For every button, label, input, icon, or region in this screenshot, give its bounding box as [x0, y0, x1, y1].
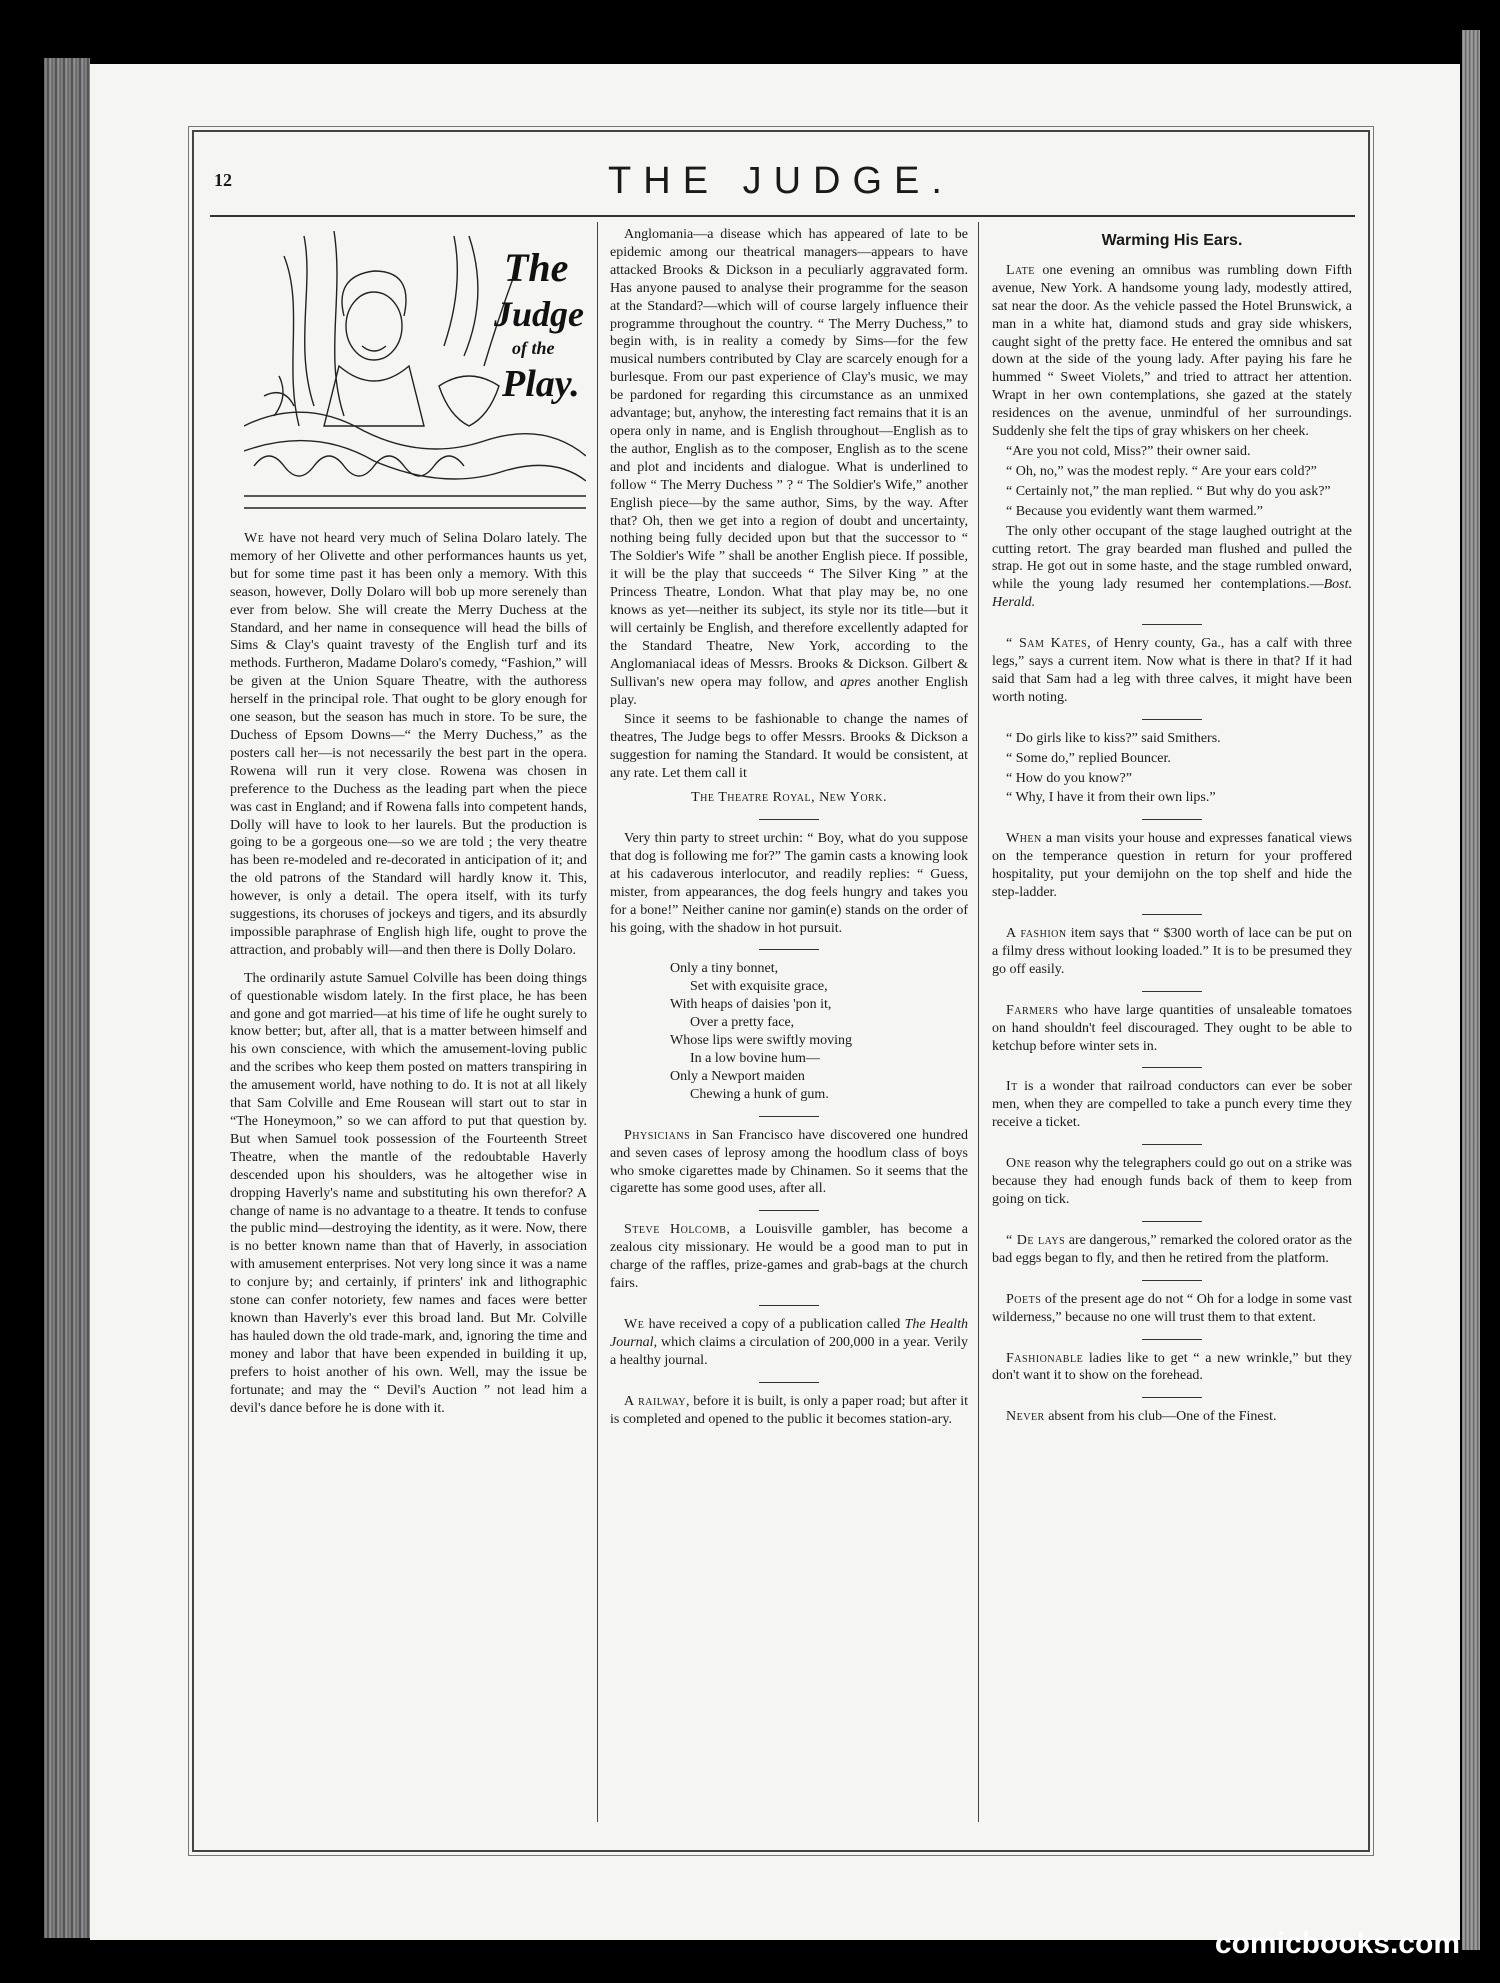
article-paragraph: “ Sam Kates, of Henry county, Ga., has a calf with three legs,” says a current item. Now what is there in that? If it had said that Sam had a leg with three calves, it might have been worth noting.	[992, 636, 1352, 705]
article-paragraph: Late one evening an omnibus was rumbling down Fifth avenue, New York. A handsome young lady, modestly attired, sat near the door. As the vehicle passed the Hotel Brunswick, a man in a white hat, diamond studs and gray side whiskers, caught sight of the pretty face. He entered the omnibus and sat down at the side of the young lady. After paying his fare he hummed “ Sweet Violets,” and tried to attract her attention. Wrapt in her own contemplations, she gazed at the stately residences on the avenue, unmindful of her surroundings. Suddenly she felt the tips of gray whiskers on her cheek.	[992, 262, 1352, 440]
separator-rule	[759, 1305, 819, 1306]
separator-rule	[1142, 1067, 1202, 1068]
poem-line: Whose lips were swiftly moving	[670, 1033, 852, 1049]
article-title: Warming His Ears.	[1101, 232, 1243, 249]
separator-rule	[1142, 624, 1202, 625]
article-paragraph: Poets of the present age do not “ Oh for a lodge in some vast wilderness,” because no one will trust them to that extent.	[992, 1291, 1352, 1325]
separator-rule	[759, 1116, 819, 1117]
article-paragraph: Physicians in San Francisco have discovered one hundred and seven cases of leprosy among the hoodlum class of boys who smoke cigarettes made by Chinamen. So it seems that the cigarette has some good uses, after all.	[610, 1127, 968, 1197]
illustration-title-judge: Judge	[494, 294, 584, 334]
poem-line: In a low bovine hum—	[690, 1050, 820, 1066]
article-paragraph: One reason why the telegraphers could go out on a strike was because they had enough funds back of them to keep from going on tick.	[992, 1156, 1352, 1207]
article-paragraph: Never absent from his club—One of the Finest.	[1006, 1409, 1277, 1425]
article-paragraph: Fashionable ladies like to get “ a new wrinkle,” but they don't want it to show on the forehead.	[992, 1350, 1352, 1384]
separator-rule	[759, 819, 819, 820]
separator-rule	[1142, 914, 1202, 915]
dialogue-line: “ How do you know?”	[1006, 770, 1132, 786]
article-paragraph: We have received a copy of a publication called The Health Journal, which claims a circulation of 200,000 in a year. Verily a healthy journal.	[610, 1316, 968, 1368]
site-watermark: comicbooks.com	[1214, 1927, 1460, 1960]
column-3	[992, 226, 1352, 1428]
poem-line: Only a Newport maiden	[670, 1068, 805, 1084]
article-paragraph: It is a wonder that railroad conductors can ever be sober men, when they are compelled to take a punch every time they receive a ticket.	[992, 1079, 1352, 1131]
separator-rule	[1142, 819, 1202, 820]
column-divider-2	[978, 222, 979, 1822]
article-paragraph: A fashion item says that “ $300 worth of lace can be put on a filmy dress without looking loaded.” It is to be presumed they go off easily.	[992, 926, 1352, 977]
illustration-title-the: The	[504, 245, 569, 290]
column-divider-1	[597, 222, 598, 1822]
article-paragraph: “ Certainly not,” the man replied. “ But why do you ask?”	[1006, 483, 1331, 499]
article-paragraph: “ De lays are dangerous,” remarked the colored orator as the bad eggs began to fly, and then he retired from the platform.	[992, 1232, 1352, 1266]
separator-rule	[1142, 1221, 1202, 1222]
article-paragraph: We have not heard very much of Selina Dolaro lately. The memory of her Olivette and other performances haunts us yet, but for some time past it has been only a memory. With this season, however, Dolly Dolaro will bob up more serenely than ever from below. She will create the Merry Duchess at the Standard, and her name in consequence will head the bills of Sims & Clay's quaint travesty of the English turf and its methods. Furtheron, Madame Dolaro's comedy, “Fashion,” will be given at the Union Square Theatre, with the authoress herself in the principal role. That ought to be glory enough for one season, but the season has much in store. To be sure, the Duchess of Epsom Downs—“ the Merry Duchess,” as the posters call her—is not necessarily the best part in the opera. Rowena will run it very close. Rowena was chosen in preference to the Duchess as the leading part when the piece was cast in England; and if Rowena falls into competent hands, Dolly will have to look to her laurels. But the production is going to be a gorgeous one—so we are told ; the very theatre has been re-modeled and re-decorated in anticipation of it; and the old patrons of the Standard will hardly know it. This, however, is only a detail. The opera itself, with its turfy suggestions, its choruses of jockeys and tigers, and its absurdly impossible paraphrase of English high life, ought to prove the attraction, and probably will—and then there is Dolly Dolaro.	[230, 531, 587, 958]
article-paragraph: Very thin party to street urchin: “ Boy, what do you suppose that dog is following me for?” The gamin casts a knowing look at his cadaverous interlocutor, and readily replies: “ Guess, mister, from appearances, the dog feels hungry and takes you for a bone!” Neither canine nor gamin(e) stands on the order of his going, with the shadow in hot pursuit.	[610, 831, 968, 936]
theatre-name: The Theatre Royal, New York.	[691, 790, 887, 806]
poem-line: Over a pretty face,	[690, 1015, 795, 1031]
article-paragraph: “ Oh, no,” was the modest reply. “ Are your ears cold?”	[1006, 463, 1317, 479]
article-paragraph: “ Because you evidently want them warmed.”	[1006, 503, 1263, 519]
header-rule	[210, 215, 1355, 217]
separator-rule	[1142, 1144, 1202, 1145]
dialogue-line: “ Why, I have it from their own lips.”	[1006, 790, 1216, 806]
separator-rule	[1142, 1339, 1202, 1340]
column-2	[610, 226, 968, 1430]
article-paragraph: Anglomania—a disease which has appeared of late to be epidemic among our theatrical managers—appears to have attacked Brooks & Dickson in a peculiarly aggravated form. Has anyone paused to analyse their programme for the season at the Standard?—which will of course largely influence their programme throughout the country. “ The Merry Duchess,” to begin with, is in reality a comedy by Sims—for the few musical numbers contributed by Clay are scarcely enough for a burlesque. From our past experience of Clay's music, we may be pardoned for regarding this circumstance as an unmixed advantage; but, anyhow, the interesting fact remains that it is an opera only in name, and is English throughout—English as to the author, English as to the composer, English as to the scene and plot and incidents and dialogue. What is underlined to follow “ The Merry Duchess ” ? “ The Soldier's Wife,” another English piece—by the same author, Sims, by the way. After that? Oh, then we get into a region of doubt and uncertainty, nothing being fully decided upon but that the successor to “ The Soldier's Wife ” shall be another English piece. If possible, it will be the play that succeeds “ The Silver King ” at the Princess Theatre, London. What that play may be, no one knows as yet—neither its subject, its style nor its title—but it will certainly be English, and therefore excellently adapted for the Standard Theatre, New York, according to the Anglomaniacal ideas of Messrs. Brooks & Dickson. Gilbert & Sullivan's new opera may follow, and apres another English play.	[610, 227, 968, 708]
separator-rule	[1142, 719, 1202, 720]
article-paragraph: Farmers who have large quantities of unsaleable tomatoes on hand shouldn't feel discouraged. They ought to be able to ketchup before winter sets in.	[992, 1002, 1352, 1054]
dialogue-line: “ Some do,” replied Bouncer.	[1006, 750, 1171, 766]
judge-of-the-play-illustration	[244, 226, 586, 512]
poem	[610, 960, 968, 1103]
separator-rule	[1142, 991, 1202, 992]
separator-rule	[1142, 1280, 1202, 1281]
poem-line: With heaps of daisies 'pon it,	[670, 997, 832, 1013]
book-spine-edge	[44, 58, 90, 1938]
separator-rule	[759, 1210, 819, 1211]
separator-rule	[759, 949, 819, 950]
article-paragraph: The only other occupant of the stage laughed outright at the cutting retort. The gray bearded man flushed and pulled the strap. He got out in some haste, and the stage rumbled onward, while the young lady resumed her contemplations.—Bost. Herald.	[992, 523, 1352, 611]
article-paragraph: A railway, before it is built, is only a paper road; but after it is completed and opened to the public it becomes station-ary.	[610, 1393, 969, 1427]
article-paragraph: Since it seems to be fashionable to change the names of theatres, The Judge begs to offer Messrs. Brooks & Dickson a suggestion for naming the Standard. It would be consistent, at any rate. Let them call it	[610, 712, 968, 782]
separator-rule	[1142, 1397, 1202, 1398]
book-right-edge	[1462, 30, 1480, 1950]
poem-line: Set with exquisite grace,	[690, 979, 828, 995]
page-number: 12	[214, 170, 232, 190]
separator-rule	[759, 1382, 819, 1383]
poem-line: Only a tiny bonnet,	[670, 961, 779, 977]
column-1	[230, 226, 587, 1419]
article-paragraph: “Are you not cold, Miss?” their owner said.	[1006, 443, 1251, 459]
poem-line: Chewing a hunk of gum.	[690, 1086, 829, 1102]
article-paragraph: Steve Holcomb, a Louisville gambler, has become a zealous city missionary. He would be a good man to put in charge of the raffles, prize-games and grab-bags at the church fairs.	[610, 1222, 969, 1292]
illustration-title-play: Play.	[502, 363, 580, 405]
illustration-title-of-the: of the	[512, 338, 555, 358]
dialogue-line: “ Do girls like to kiss?” said Smithers.	[1006, 730, 1221, 746]
masthead-title: THE JUDGE.	[608, 160, 954, 202]
article-paragraph: The ordinarily astute Samuel Colville has been doing things of questionable wisdom lately. In the first place, he has been and gone and got married—at his time of life he ought surely to know better; but, after all, that is a matter between himself and his own conscience, with which the amusement-loving public and the scribes who keep them posted on matters transpiring in the amusement world, have nothing to do. It is not at all likely that Sam Colville and Eme Rousean will start out to star in “The Honeymoon,” so we can afford to put that question by. But when Samuel took possession of the Fourteenth Street Theatre, when the mantle of the redoubtable Haverly descended upon his shoulders, was he altogether wise in dropping Haverly's name and substituting his own therefor? A change of name is no advantage to a theatre. It tends to confuse the public mind—destroying the identity, as it were. Now, there is no better known name than that of Haverly, in association with amusement enterprises. Not very long since it was a name to conjure by; and certainly, if printers' ink and lithographic stone can confer notoriety, few names and faces were better known than Haverly's ever this broad land. But Mr. Colville has hauled down the old trade-mark, and, ignoring the time and money and labor that have been expended in building it up, prefers to hoist another of his own. Well, may the issue be fortunate; and may the “ Devil's Auction ” not lead him a devil's dance before he is done with it.	[230, 970, 587, 1416]
article-paragraph: When a man visits your house and expresses fanatical views on the temperance question in return for your proffered hospitality, put your demijohn on the top shelf and hide the step-ladder.	[992, 831, 1352, 901]
